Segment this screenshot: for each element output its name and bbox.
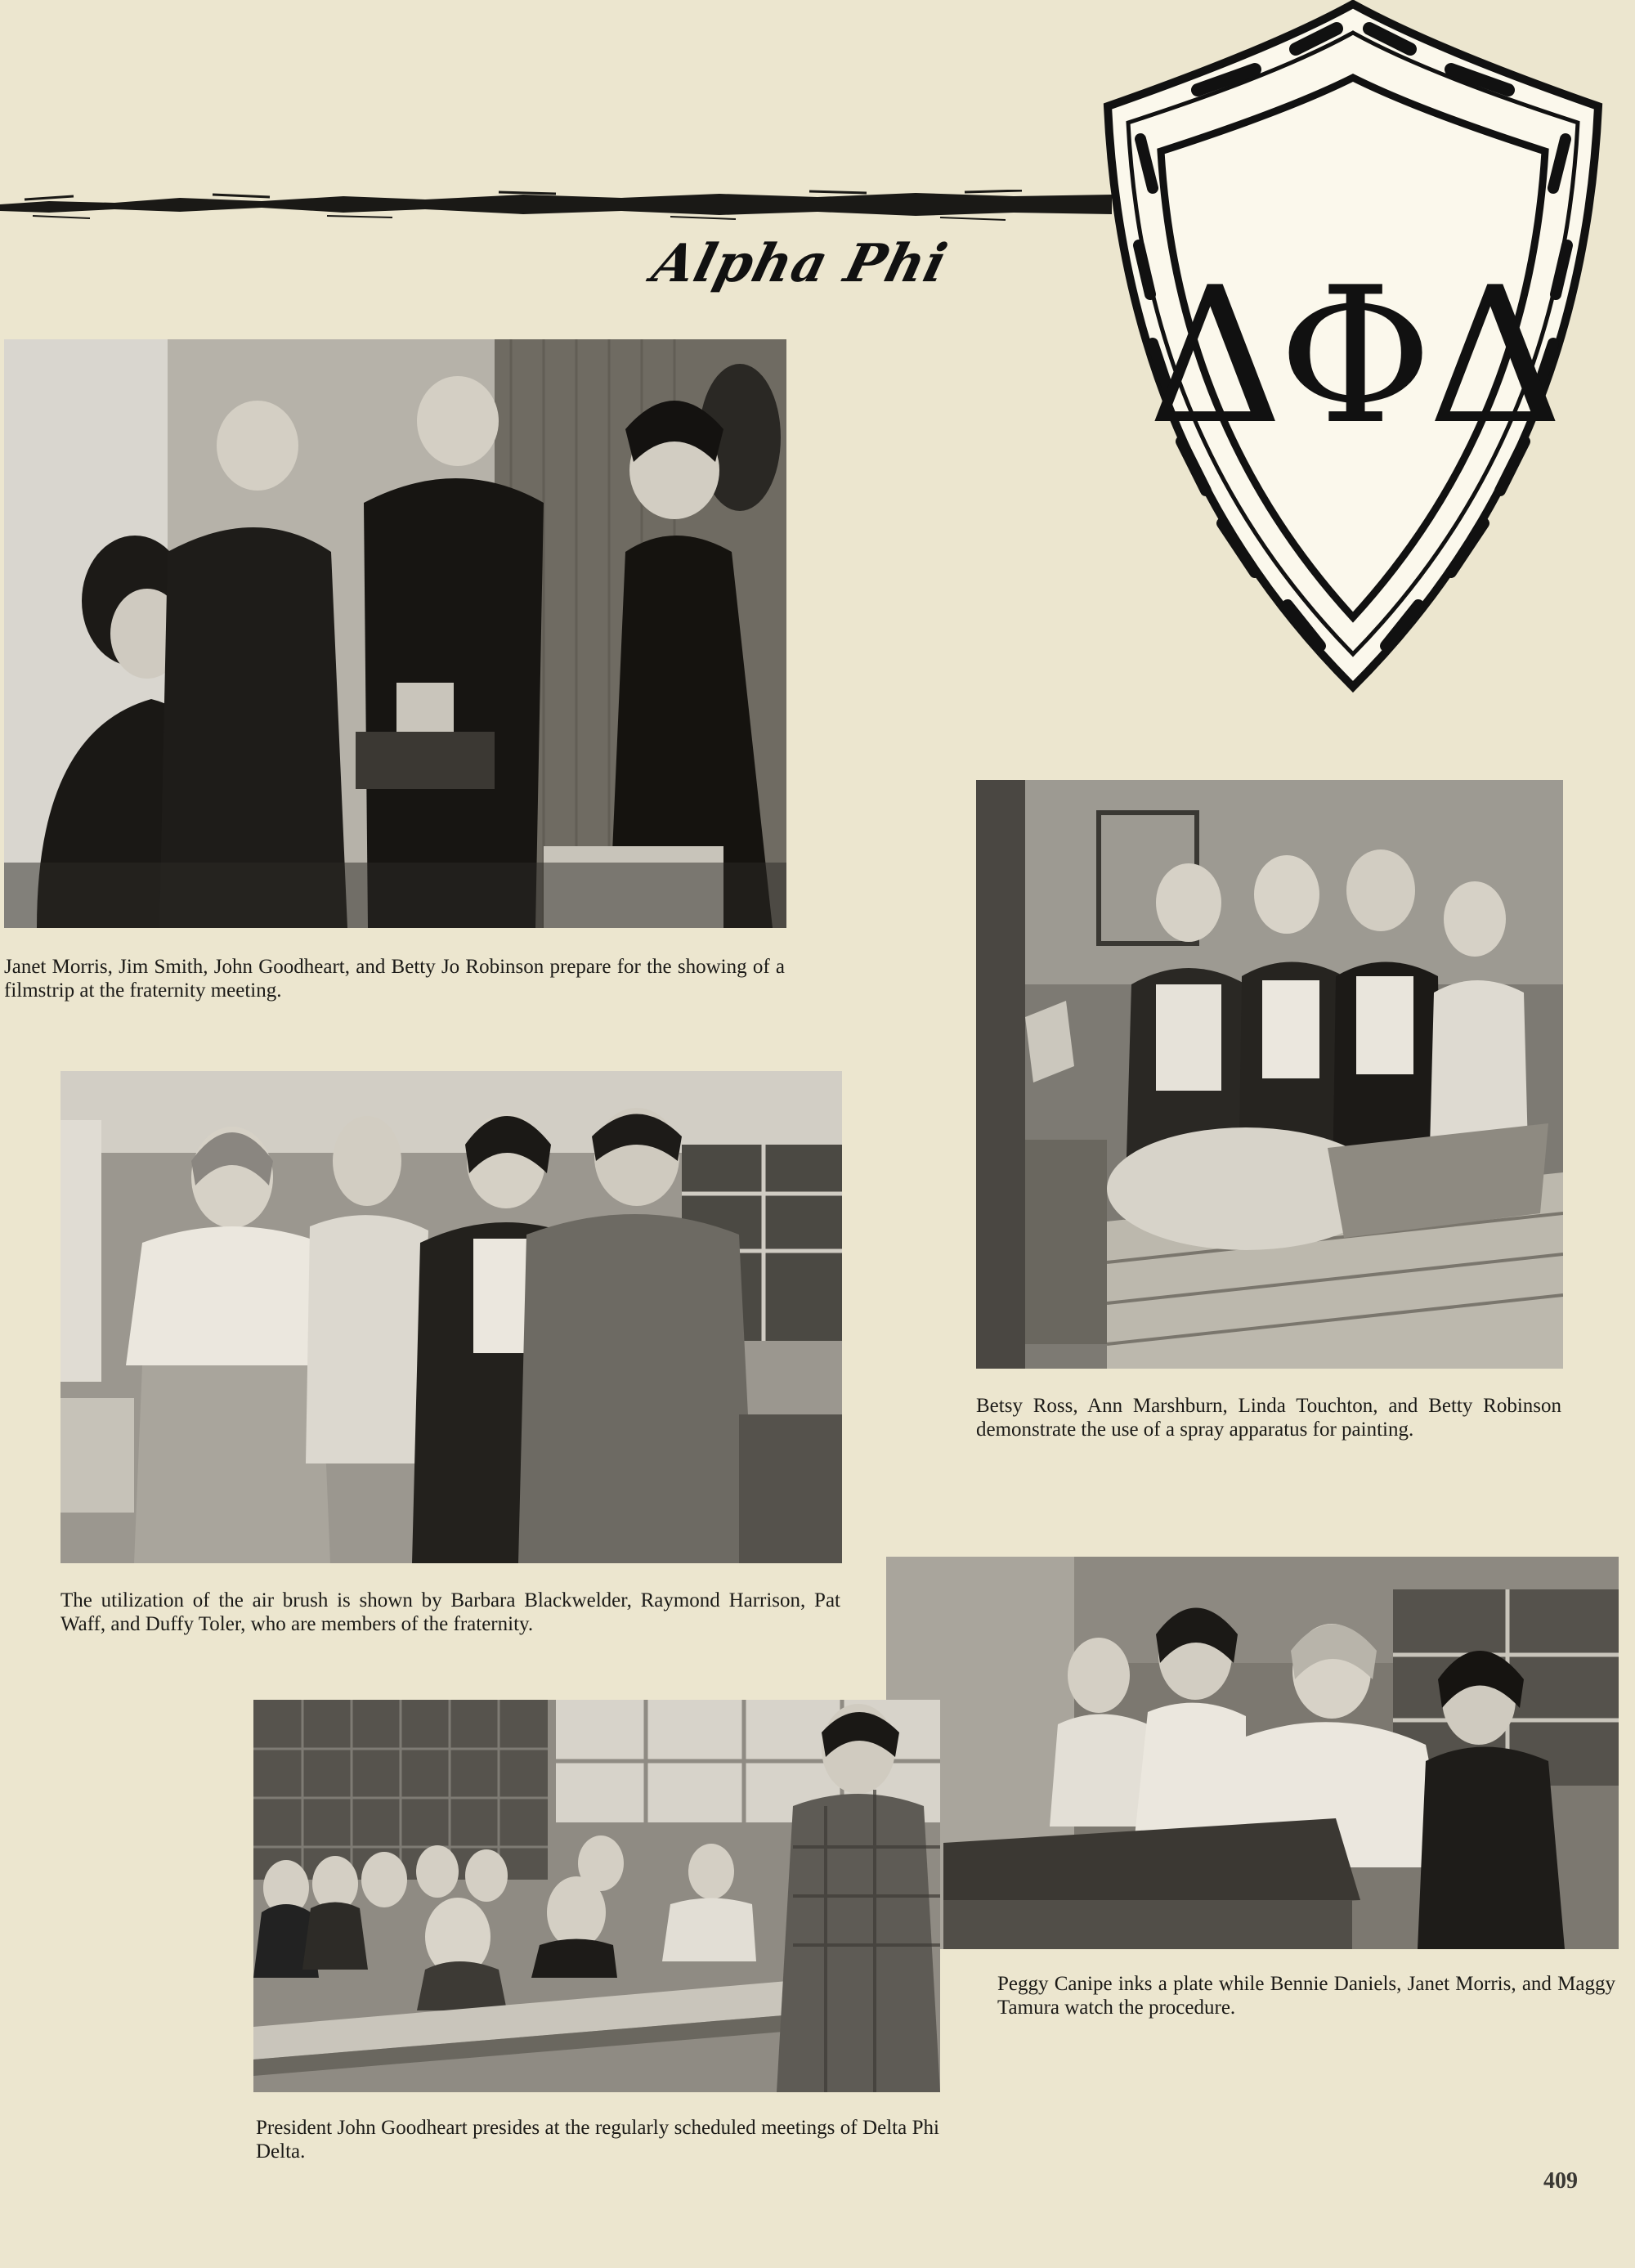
delta-phi-delta-crest [1091,0,1615,695]
photo-inking [886,1557,1619,1949]
photo-meeting [253,1700,940,2092]
crest-letters: ΔΦΔ [1147,248,1559,466]
caption-airbrush: The utilization of the air brush is shown by Barbara Blackwelder, Raymond Harrison, Pat Waff, and Duffy Toler, who are members of the fraternity. [60,1589,840,1635]
caption-inking: Peggy Canipe inks a plate while Bennie Daniels, Janet Morris, and Maggy Tamura watch the procedure. [997,1973,1615,2019]
page-number: 409 [1543,2168,1578,2194]
section-title: Alpha Phi [646,233,954,294]
photo-filmstrip [4,339,786,928]
photo-spray [976,780,1563,1369]
brush-stroke-divider [0,190,1112,222]
caption-meeting: President John Goodheart presides at the regularly scheduled meetings of Delta Phi Delta. [256,2117,939,2163]
caption-filmstrip: Janet Morris, Jim Smith, John Goodheart, and Betty Jo Robinson prepare for the showing of a filmstrip at the fraternity meeting. [4,956,785,1002]
caption-spray: Betsy Ross, Ann Marshburn, Linda Touchton, and Betty Robinson demonstrate the use of a spray apparatus for painting. [976,1395,1561,1441]
photo-airbrush [60,1071,842,1563]
